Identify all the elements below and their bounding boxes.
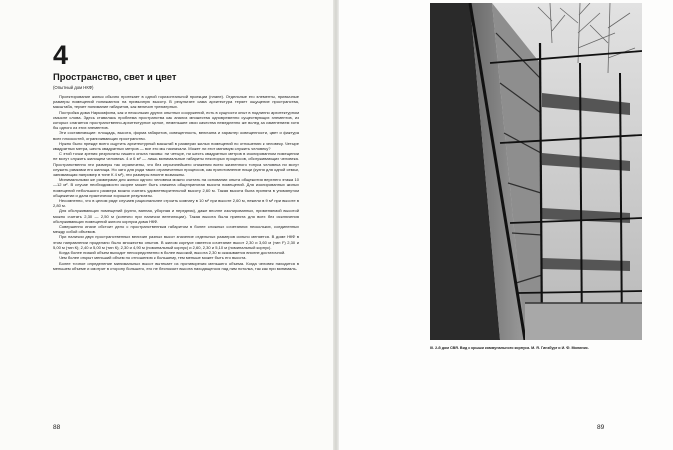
paragraph: При наличии двух пространственных величин разных высот значение отдельных размеров сильно меняется. В доме НКФ в этом направлении проделано было множество опытов. В жилом корпусе имеется сочетание высот 2,30 и 3,60 м (тип F) 2,30 и 5,00 м (тип К); 2,40 и 5,00 м (тип К); 2,30 и 4,90 м (номинальный корпус) и 2,60, 2,30 и 5,10 м (номинальный корпус). <box>53 234 299 250</box>
chapter-title: Пространство, свет и цвет <box>53 71 177 82</box>
paragraph: Нужно было прежде всего ощутить архитектурный масштаб в размерах жилых помещений по отношению к человеку. Четыре квадратных метра, шесть квадратных метров — все это мы назначали. Может ли этот минимум служить человеку? <box>53 140 299 152</box>
book-gutter <box>333 0 339 450</box>
paragraph: С этой точки зрения результаты нашего опыта таковы: ни четыре, ни шесть квадратных метров в изолированном помещении не могут служить жилищем человека. 4 и 6 м² — лишь минимальные габариты некоторых процессов, обслуживающих человека. Пространственно эти размеры так ограничены, что без серьезнейшего снижения всего жизненного тонуса человека ни могут служить рамками его жилища. Но зато для ряда таких ограниченных процессов, как приготовление пищи (кухня для одной семьи, занимающая например в типе К 4 м²), эти размеры вполне возможны. <box>53 151 299 178</box>
paragraph: Для обслуживающих помещений (кухня, ванная, уборная и передняя), даже вполне изолированных, применяемой высотой можно считать 2,30 — 2,50 м (конечно при наличии вентиляции). Такая высота была принята для всех без исключения обслуживающих помещений жилого корпуса дома НКФ. <box>53 208 299 224</box>
chapter-number: 4 <box>53 40 69 70</box>
page-number-left: 88 <box>53 424 61 431</box>
paragraph: Когда более низкий объем выходит непосредственно в более высокий, высота 2,30 м оказывается вполне достаточной. <box>59 250 286 256</box>
paragraph: Минимальными же размерами для жилья одного человека можно считать на основании опыта общежития верхнего этажа 10—12 м². В случае необходимости скорее может быть снижена общепринятая высота помещений. Для изолированных жилых помещений небольшого размера можно считать удовлетворительной высоту 2,60 м. Такая высота была принята в упомянутом общежитии и дала практически хорошие результаты. <box>53 177 299 198</box>
paragraph: Проектирование жилья обычно протекает в одной горизонтальной проекции (плане). Отдельные его элементы, привычные размеры помещений понижаются на привычную высоту. В результате сама архитектура теряет ощущение пространства, масштаба, теряет понимание габаритов, как величин трехмерных. <box>53 94 299 110</box>
body-text <box>53 94 299 271</box>
paragraph: Постройка дома Наркомфина, как и нескольких других опытных сооружений, есть в сущности опыт в подлинно архитектурном смысле слова. Здесь ставилась проблема пространства как анализ множества одновременно существующих элементов, из которых слагается пространственно-архитектурное целое, неменьшее свои качества немедленно же вслед за изменением хотя бы одного из этих элементов. <box>53 109 299 131</box>
page-number-right: 89 <box>597 424 605 431</box>
paragraph: Эти составляющие: площадь, высота, форма габаритов, освещенность, величина и характер освещенности, цвет и фактура всех плоскостей, ограничивающих пространство. <box>53 130 299 141</box>
chapter-subtitle: (Опытный дом НКФ) <box>53 85 94 90</box>
paragraph: Чем более открыт меньший объем по отношению к большему, тем меньше может быть его высота. <box>59 255 247 261</box>
paragraph: Более точное определение минимальных высот вытекает из противоречия меньшего объема. Когда человек находится в меньшем объеме и смотрит в сторону большего, его не беспокоит высота находящегося над ним потолка, так как при минималь- <box>53 260 299 271</box>
paragraph: Совершенно иначе обстоит дело с пространственным габаритом в более сложных сочетаниях нескольких, соединенных между собой объемов. <box>53 224 299 235</box>
building-photo <box>430 3 642 340</box>
photo-caption: Ill. 2-й дом СВЯ. Вид с крыши коммунального корпуса. М. Я. Гинзбург и И. Ф. Милинис. <box>430 346 589 350</box>
paragraph: Несомненно, что в целом ряде случаев рациональнее строить комнату в 10 м² при высоте 2,60 м, нежели в 9 м² при высоте в 2,80 м. <box>53 198 299 209</box>
